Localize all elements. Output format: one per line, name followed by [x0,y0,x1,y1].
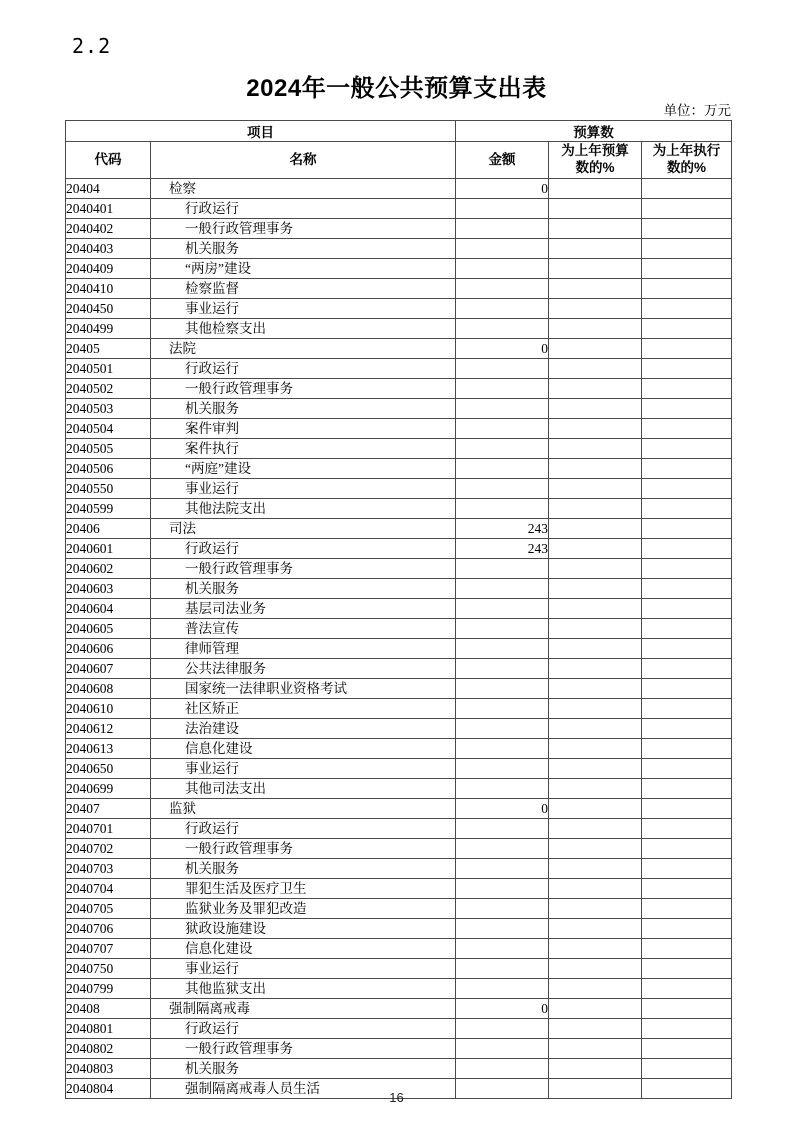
row-pct-exec [642,1039,732,1059]
row-code: 2040650 [66,759,151,779]
row-amount [456,459,549,479]
row-code: 2040699 [66,779,151,799]
row-pct-budget [549,199,642,219]
row-amount [456,599,549,619]
row-pct-exec [642,479,732,499]
row-code: 2040401 [66,199,151,219]
row-pct-budget [549,399,642,419]
row-code: 2040501 [66,359,151,379]
row-name: 一般行政管理事务 [151,839,456,859]
row-name: 普法宣传 [151,619,456,639]
row-name: 监狱 [151,799,456,819]
row-code: 2040504 [66,419,151,439]
row-amount: 243 [456,519,549,539]
row-name: 社区矫正 [151,699,456,719]
row-name: 行政运行 [151,539,456,559]
row-name: 案件执行 [151,439,456,459]
row-pct-budget [549,579,642,599]
row-amount [456,319,549,339]
row-pct-exec [642,999,732,1019]
row-code: 2040603 [66,579,151,599]
row-pct-exec [642,1019,732,1039]
table-row [66,519,732,539]
row-name: 其他法院支出 [151,499,456,519]
row-code: 2040502 [66,379,151,399]
row-pct-budget [549,719,642,739]
row-code: 2040402 [66,219,151,239]
table-row [66,1019,732,1039]
row-amount [456,559,549,579]
row-pct-exec [642,499,732,519]
table-row [66,559,732,579]
row-pct-exec [642,979,732,999]
row-code: 2040803 [66,1059,151,1079]
table-row [66,819,732,839]
row-amount [456,919,549,939]
row-pct-budget [549,799,642,819]
row-pct-budget [549,959,642,979]
row-amount [456,1019,549,1039]
row-name: 检察监督 [151,279,456,299]
row-amount [456,219,549,239]
table-row [66,939,732,959]
row-name: “两庭”建设 [151,459,456,479]
row-pct-budget [549,819,642,839]
row-code: 20405 [66,339,151,359]
row-amount [456,259,549,279]
table-row [66,839,732,859]
row-pct-budget [549,1019,642,1039]
row-code: 20404 [66,179,151,199]
row-code: 2040601 [66,539,151,559]
row-name: 事业运行 [151,759,456,779]
header-col-name: 名称 [151,142,456,179]
row-pct-exec [642,639,732,659]
row-code: 2040705 [66,899,151,919]
table-row [66,419,732,439]
table-row [66,739,732,759]
row-name: 一般行政管理事务 [151,1039,456,1059]
table-row [66,499,732,519]
row-amount [456,859,549,879]
row-amount [456,1059,549,1079]
row-pct-budget [549,219,642,239]
table-row [66,399,732,419]
row-name: 司法 [151,519,456,539]
row-code: 20407 [66,799,151,819]
table-header-cols-row [66,142,732,179]
table-row [66,1039,732,1059]
row-amount: 0 [456,999,549,1019]
row-pct-exec [642,179,732,199]
row-pct-budget [549,859,642,879]
row-pct-budget [549,659,642,679]
row-pct-exec [642,699,732,719]
table-row [66,359,732,379]
row-amount [456,239,549,259]
row-amount [456,379,549,399]
row-name: 信息化建设 [151,939,456,959]
row-code: 20408 [66,999,151,1019]
table-row [66,219,732,239]
row-pct-budget [549,599,642,619]
row-pct-exec [642,319,732,339]
table-row [66,339,732,359]
row-code: 2040607 [66,659,151,679]
row-pct-exec [642,839,732,859]
table-row [66,479,732,499]
row-amount [456,479,549,499]
row-pct-exec [642,579,732,599]
row-pct-exec [642,279,732,299]
table-row [66,199,732,219]
row-code: 2040703 [66,859,151,879]
row-pct-exec [642,719,732,739]
row-amount [456,719,549,739]
table-row [66,299,732,319]
row-code: 2040802 [66,1039,151,1059]
row-pct-exec [642,419,732,439]
row-amount [456,579,549,599]
row-amount [456,819,549,839]
row-pct-budget [549,459,642,479]
row-pct-exec [642,1059,732,1079]
row-amount: 0 [456,339,549,359]
row-pct-exec [642,339,732,359]
row-name: 一般行政管理事务 [151,219,456,239]
row-pct-budget [549,519,642,539]
table-row [66,639,732,659]
row-amount [456,939,549,959]
table-row [66,239,732,259]
row-pct-exec [642,899,732,919]
table-row [66,959,732,979]
row-code: 2040606 [66,639,151,659]
row-code: 2040801 [66,1019,151,1039]
row-pct-exec [642,219,732,239]
row-pct-budget [549,479,642,499]
row-pct-budget [549,259,642,279]
table-row [66,179,732,199]
row-pct-exec [642,359,732,379]
row-name: 事业运行 [151,959,456,979]
row-code: 2040610 [66,699,151,719]
row-name: 事业运行 [151,479,456,499]
row-amount [456,979,549,999]
row-code: 2040499 [66,319,151,339]
row-code: 2040706 [66,919,151,939]
row-pct-exec [642,399,732,419]
row-name: 机关服务 [151,239,456,259]
row-code: 2040701 [66,819,151,839]
row-name: 法院 [151,339,456,359]
row-pct-exec [642,559,732,579]
header-col-code: 代码 [66,142,151,179]
row-pct-budget [549,639,642,659]
row-name: 机关服务 [151,399,456,419]
table-row [66,719,732,739]
row-pct-budget [549,919,642,939]
row-code: 2040505 [66,439,151,459]
row-pct-budget [549,319,642,339]
row-pct-exec [642,259,732,279]
table-row [66,679,732,699]
row-name: 行政运行 [151,1019,456,1039]
table-row [66,999,732,1019]
row-amount: 0 [456,179,549,199]
row-amount [456,879,549,899]
row-name: 其他检察支出 [151,319,456,339]
row-pct-budget [549,619,642,639]
row-amount [456,639,549,659]
row-pct-budget [549,539,642,559]
row-amount [456,359,549,379]
row-pct-exec [642,919,732,939]
row-name: 法治建设 [151,719,456,739]
row-name: 行政运行 [151,819,456,839]
row-code: 2040799 [66,979,151,999]
row-pct-exec [642,239,732,259]
row-pct-budget [549,879,642,899]
row-name: 案件审判 [151,419,456,439]
row-code: 2040804 [66,1079,151,1099]
row-name: 信息化建设 [151,739,456,759]
row-code: 2040506 [66,459,151,479]
row-amount: 0 [456,799,549,819]
row-name: 一般行政管理事务 [151,559,456,579]
row-pct-exec [642,199,732,219]
header-col-pct-prev-budget: 为上年预算 数的% [549,142,642,179]
row-pct-budget [549,939,642,959]
table-row [66,759,732,779]
row-name: 强制隔离戒毒人员生活 [151,1079,456,1099]
table-row [66,779,732,799]
row-pct-exec [642,859,732,879]
row-name: 公共法律服务 [151,659,456,679]
row-pct-budget [549,1059,642,1079]
row-code: 20406 [66,519,151,539]
row-pct-exec [642,799,732,819]
row-name: 行政运行 [151,199,456,219]
header-col-amount: 金额 [456,142,549,179]
row-pct-budget [549,379,642,399]
table-row [66,319,732,339]
row-amount [456,659,549,679]
table-row [66,459,732,479]
row-name: 强制隔离戒毒 [151,999,456,1019]
row-pct-exec [642,959,732,979]
table-row [66,579,732,599]
row-amount [456,739,549,759]
row-code: 2040599 [66,499,151,519]
row-name: 机关服务 [151,1059,456,1079]
row-pct-exec [642,539,732,559]
row-pct-budget [549,339,642,359]
row-pct-exec [642,299,732,319]
row-pct-exec [642,679,732,699]
row-amount [456,959,549,979]
row-pct-budget [549,979,642,999]
row-code: 2040403 [66,239,151,259]
row-pct-exec [642,519,732,539]
row-name: 其他司法支出 [151,779,456,799]
row-code: 2040750 [66,959,151,979]
row-code: 2040702 [66,839,151,859]
row-pct-budget [549,439,642,459]
row-pct-budget [549,739,642,759]
row-name: 律师管理 [151,639,456,659]
row-pct-budget [549,559,642,579]
row-name: 罪犯生活及医疗卫生 [151,879,456,899]
row-code: 2040613 [66,739,151,759]
row-amount [456,499,549,519]
row-pct-budget [549,759,642,779]
row-pct-budget [549,699,642,719]
row-pct-exec [642,739,732,759]
table-row [66,859,732,879]
row-code: 2040409 [66,259,151,279]
row-pct-exec [642,459,732,479]
row-pct-budget [549,679,642,699]
table-row [66,259,732,279]
row-code: 2040450 [66,299,151,319]
table-row [66,439,732,459]
row-amount [456,759,549,779]
table-header-group-row [66,121,732,142]
row-amount [456,199,549,219]
row-name: 事业运行 [151,299,456,319]
row-code: 2040707 [66,939,151,959]
row-pct-exec [642,939,732,959]
row-code: 2040605 [66,619,151,639]
row-pct-budget [549,899,642,919]
row-pct-exec [642,599,732,619]
table-row [66,699,732,719]
budget-table [65,120,732,1099]
row-code: 2040410 [66,279,151,299]
row-name: 狱政设施建设 [151,919,456,939]
header-col-pct-prev-exec: 为上年执行 数的% [642,142,732,179]
table-row [66,1059,732,1079]
row-code: 2040704 [66,879,151,899]
row-amount: 243 [456,539,549,559]
row-amount [456,839,549,859]
row-pct-exec [642,879,732,899]
row-pct-budget [549,419,642,439]
table-row [66,899,732,919]
row-name: 行政运行 [151,359,456,379]
row-name: 基层司法业务 [151,599,456,619]
row-amount [456,779,549,799]
row-amount [456,399,549,419]
row-amount [456,299,549,319]
row-pct-budget [549,299,642,319]
table-row [66,539,732,559]
row-pct-exec [642,819,732,839]
row-pct-exec [642,779,732,799]
page-title: 2024年一般公共预算支出表 [246,75,547,102]
row-amount [456,1039,549,1059]
section-number: 2.2 [72,34,112,58]
row-amount [456,439,549,459]
table-row [66,379,732,399]
row-code: 2040602 [66,559,151,579]
row-pct-budget [549,779,642,799]
row-name: 国家统一法律职业资格考试 [151,679,456,699]
unit-label: 单位：万元 [663,103,731,118]
row-name: 机关服务 [151,859,456,879]
row-code: 2040612 [66,719,151,739]
table-row [66,619,732,639]
row-amount [456,419,549,439]
table-row [66,879,732,899]
table-row [66,979,732,999]
row-pct-budget [549,179,642,199]
row-name: “两房”建设 [151,259,456,279]
row-pct-exec [642,659,732,679]
row-code: 2040503 [66,399,151,419]
row-pct-budget [549,839,642,859]
row-pct-exec [642,759,732,779]
row-pct-budget [549,499,642,519]
row-code: 2040608 [66,679,151,699]
row-name: 检察 [151,179,456,199]
row-pct-budget [549,279,642,299]
row-name: 其他监狱支出 [151,979,456,999]
row-code: 2040604 [66,599,151,619]
table-row [66,919,732,939]
table-row [66,279,732,299]
row-name: 监狱业务及罪犯改造 [151,899,456,919]
table-row [66,799,732,819]
row-pct-budget [549,999,642,1019]
row-pct-budget [549,1039,642,1059]
row-amount [456,699,549,719]
row-name: 一般行政管理事务 [151,379,456,399]
row-name: 机关服务 [151,579,456,599]
row-pct-exec [642,439,732,459]
row-pct-exec [642,379,732,399]
header-group-project: 项目 [66,121,456,142]
table-row [66,659,732,679]
row-amount [456,899,549,919]
row-amount [456,279,549,299]
row-pct-budget [549,239,642,259]
row-amount [456,679,549,699]
row-amount [456,619,549,639]
page-number: 16 [389,1090,404,1105]
header-group-budget: 预算数 [456,121,732,142]
row-pct-budget [549,359,642,379]
row-code: 2040550 [66,479,151,499]
table-body [66,179,732,1099]
table-row [66,599,732,619]
row-pct-exec [642,619,732,639]
